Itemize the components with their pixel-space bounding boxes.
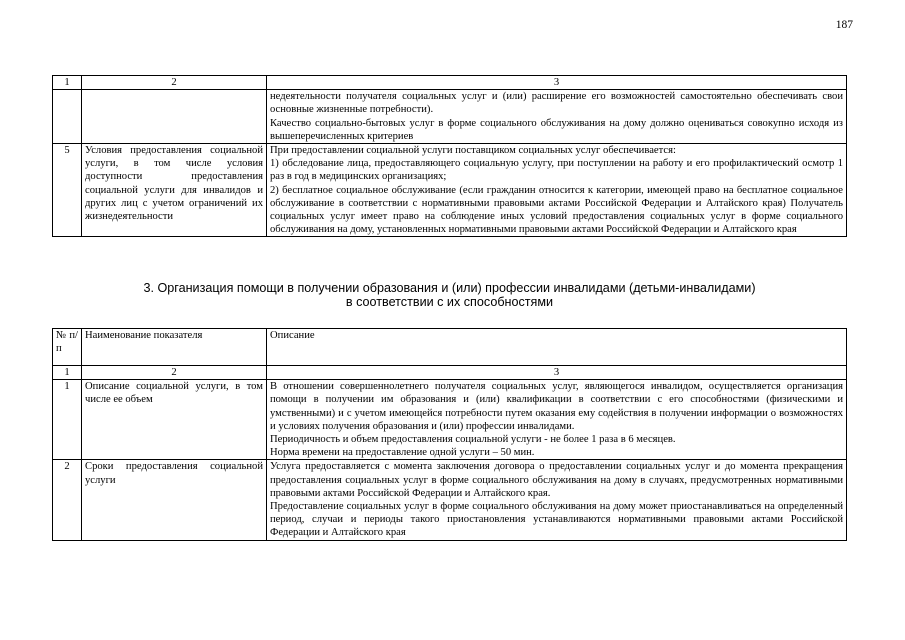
description-paragraph: недеятельности получателя социальных услуг и (или) расширение его возможностей самостоятельно обеспечивать свои основные жизненные потребности). (270, 91, 843, 116)
education-assistance-table (52, 328, 847, 541)
description-cell (267, 144, 847, 237)
table-row (53, 144, 847, 237)
description-paragraph: Услуга предоставляется с момента заключения договора о предоставлении социальных услуг и до момента прекращения предоставления социальных услуг в форме социального обслуживания на дому в случаях, предусмотренных нормативными правовыми актами Российской Федерации и Алтайского края. (270, 461, 843, 499)
column-number-row (53, 76, 847, 90)
description-cell (267, 380, 847, 460)
row-number: 2 (53, 460, 82, 540)
column-number-row (53, 366, 847, 380)
header-name: Наименование показателя (82, 329, 267, 366)
description-cell (267, 460, 847, 540)
section-title-line: 3. Организация помощи в получении образования и (или) профессии инвалидами (детьми-инвалидами) (143, 281, 756, 295)
column-number: 1 (53, 76, 82, 90)
header-num: № п/п (53, 329, 82, 366)
column-number: 1 (53, 366, 82, 380)
description-paragraph: Норма времени на предоставление одной услуги – 50 мин. (270, 447, 535, 459)
description-paragraph: Периодичность и объем предоставления социальной услуги - не более 1 раза в 6 месяцев. (270, 434, 676, 446)
description-paragraph: Предоставление социальных услуг в форме социального обслуживания на дому может приостанавливаться на определенный период, случаи и периоды такого приостановления устанавливаются нормативными правовыми актами Российской Федерации и Алтайского края (270, 501, 843, 539)
section-title-line: в соответствии с их способностями (345, 294, 554, 309)
row-number: 1 (53, 380, 82, 460)
indicator-name: Описание социальной услуги, в том числе ее объем (82, 380, 267, 460)
description-paragraph: Качество социально-бытовых услуг в форме социального обслуживания на дому должно оцениваться совокупно исходя из вышеперечисленных критериев (270, 117, 843, 142)
description-paragraph: 2) бесплатное социальное обслуживание (если гражданин относится к категории, имеющей право на бесплатное социальное обслуживание в соответствии с нормативными правовыми актами Российской Федерации и Алтайского края) Получатель социальных услуг имеет право на соблюдение иных условий предоставления социальных услуг в форме социального обслуживания на дому, установленных нормативными правовыми актами Российской Федерации и Алтайского края (270, 184, 843, 236)
description-cell (267, 90, 847, 144)
indicator-name: Сроки предоставления социальной услуги (82, 460, 267, 540)
column-number: 2 (82, 366, 267, 380)
column-number: 3 (267, 76, 847, 90)
table-row (53, 460, 847, 540)
column-number: 3 (267, 366, 847, 380)
table-row (53, 380, 847, 460)
services-table-continued (52, 75, 847, 237)
description-paragraph: При предоставлении социальной услуги поставщиком социальных услуг обеспечивается: (270, 145, 676, 157)
column-number: 2 (82, 76, 267, 90)
header-description: Описание (267, 329, 847, 366)
description-paragraph: 1) обследование лица, предоставляющего социальную услугу, при поступлении на работу и его профилактический осмотр 1 раз в год в медицинских организациях; (270, 158, 843, 183)
row-number: 5 (53, 144, 82, 237)
table-header-row (53, 329, 847, 366)
table-row (53, 90, 847, 144)
row-number (53, 90, 82, 144)
description-paragraph: В отношении совершеннолетнего получателя социальных услуг, являющегося инвалидом, осуществляется организация помощи в получении им образования и (или) квалификации в соответствии с его способностями (физическими и умственными) и с учетом имеющейся потребности путем оказания ему содействия в получении информации о возможностях и условиях получения образования и (или) профессии инвалидами. (270, 381, 843, 432)
page-number: 187 (835, 19, 853, 31)
section-title (52, 282, 847, 309)
indicator-name: Условия предоставления социальной услуги, в том числе условия доступности предоставления социальной услуги для инвалидов и других лиц с учетом ограничений их жизнедеятельности (82, 144, 267, 237)
indicator-name (82, 90, 267, 144)
